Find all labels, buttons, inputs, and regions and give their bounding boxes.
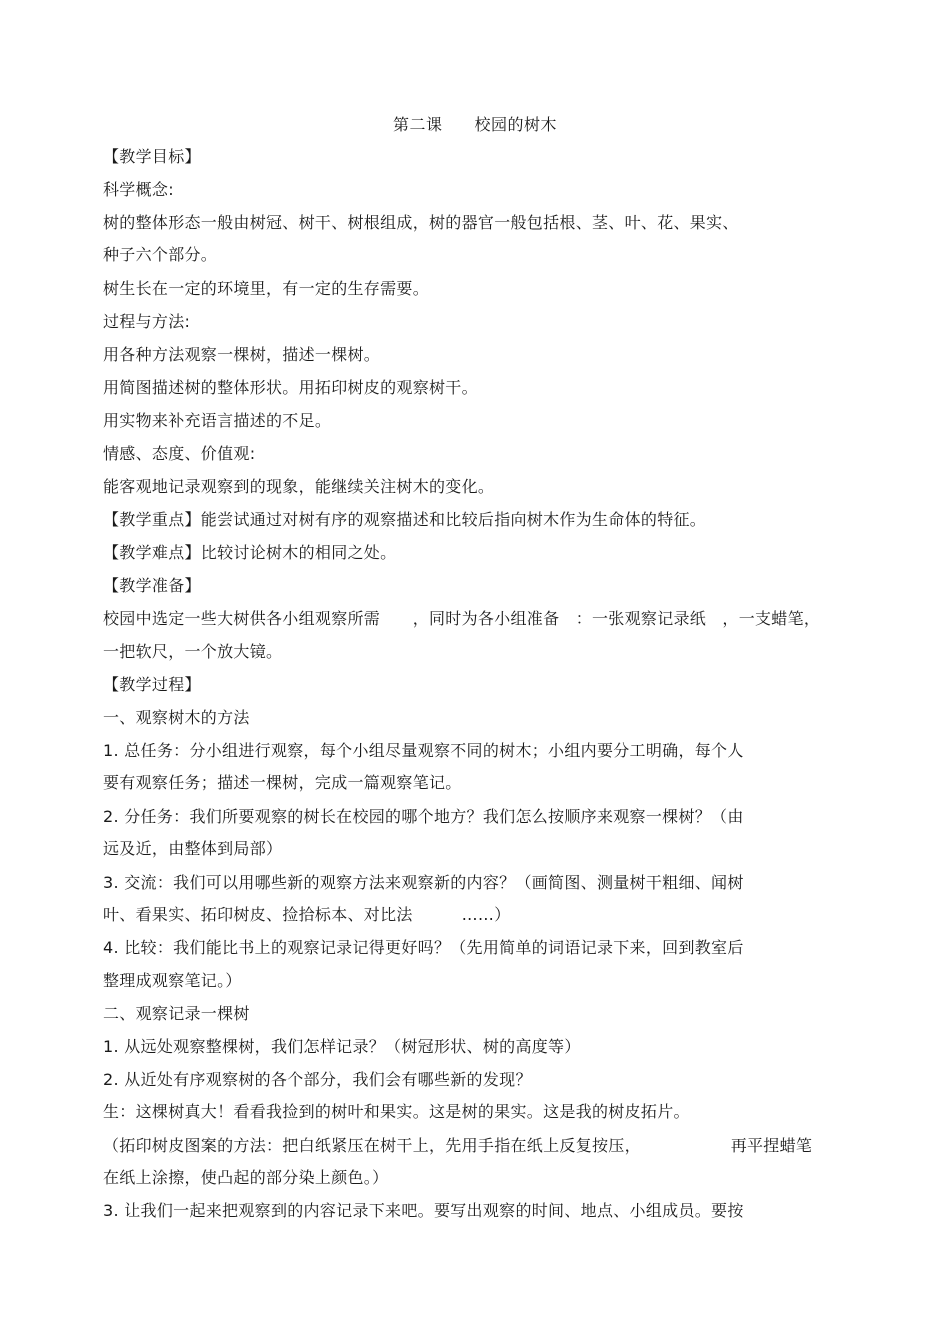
list-item: 1. 总任务：分小组进行观察，每个小组尽量观察不同的树木；小组内要分工明确，每个人	[103, 741, 744, 760]
section-heading: 一、观察树木的方法	[103, 708, 250, 727]
heading-preparation: 【教学准备】	[103, 576, 201, 595]
list-item-continued: 要有观察任务；描述一棵树，完成一篇观察笔记。	[103, 773, 462, 792]
heading-teaching-goals: 【教学目标】	[103, 147, 201, 166]
list-item: 2. 从近处有序观察树的各个部分，我们会有哪些新的发现？	[103, 1070, 532, 1089]
teaching-difficulty: 【教学难点】比较讨论树木的相同之处。	[103, 543, 397, 562]
subheading-science-concept: 科学概念:	[103, 180, 174, 199]
list-item: 3. 交流：我们可以用哪些新的观察方法来观察新的内容？（画简图、测量树干粗细、闻树	[103, 873, 744, 892]
paragraph-line: 种子六个部分。	[103, 245, 218, 264]
section-heading: 二、观察记录一棵树	[103, 1004, 250, 1023]
list-item: 3. 让我们一起来把观察到的内容记录下来吧。要写出观察的时间、地点、小组成员。要按	[103, 1201, 744, 1220]
subheading-process-method: 过程与方法:	[103, 312, 191, 331]
paragraph-line: 用各种方法观察一棵树，描述一棵树。	[103, 345, 381, 364]
list-item-continued: 整理成观察笔记。）	[103, 971, 242, 990]
lesson-title	[0, 112, 950, 135]
subheading-values: 情感、态度、价值观:	[103, 444, 256, 463]
paragraph-line: 树生长在一定的环境里，有一定的生存需要。	[103, 279, 430, 298]
lesson-name: 校园的树木	[474, 115, 558, 134]
heading-teaching-process: 【教学过程】	[103, 675, 201, 694]
paragraph-line: 校园中选定一些大树供各小组观察所需 ，同时为各小组准备 ：一张观察记录纸 ，一支蜡笔，	[103, 609, 821, 628]
list-item-continued: 远及近，由整体到局部）	[103, 839, 283, 858]
paragraph-line: 在纸上涂擦，使凸起的部分染上颜色。）	[103, 1168, 389, 1187]
list-item: 4. 比较：我们能比书上的观察记录记得更好吗？（先用简单的词语记录下来，回到教室后	[103, 938, 744, 957]
paragraph-line: 生：这棵树真大！看看我捡到的树叶和果实。这是树的果实。这是我的树皮拓片。	[103, 1102, 690, 1121]
list-item: 1. 从远处观察整棵树，我们怎样记录？（树冠形状、树的高度等）	[103, 1037, 581, 1056]
paragraph-line: 用简图描述树的整体形状。用拓印树皮的观察树干。	[103, 378, 478, 397]
teaching-focus: 【教学重点】能尝试通过对树有序的观察描述和比较后指向树木作为生命体的特征。	[103, 510, 707, 529]
lesson-number: 第二课	[392, 115, 443, 134]
paragraph-line: 树的整体形态一般由树冠、树干、树根组成，树的器官一般包括根、茎、叶、花、果实、	[103, 213, 739, 232]
list-item: 2. 分任务：我们所要观察的树长在校园的哪个地方？我们怎么按顺序来观察一棵树？（由	[103, 807, 744, 826]
paragraph-line: 一把软尺，一个放大镜。	[103, 642, 283, 661]
paragraph-line: 用实物来补充语言描述的不足。	[103, 411, 332, 430]
list-item-continued: 叶、看果实、拓印树皮、捡拾标本、对比法 ……）	[103, 905, 511, 924]
paragraph-line: （拓印树皮图案的方法：把白纸紧压在树干上，先用手指在纸上反复按压， 再平捏蜡笔	[103, 1136, 813, 1155]
paragraph-line: 能客观地记录观察到的现象，能继续关注树木的变化。	[103, 477, 495, 496]
